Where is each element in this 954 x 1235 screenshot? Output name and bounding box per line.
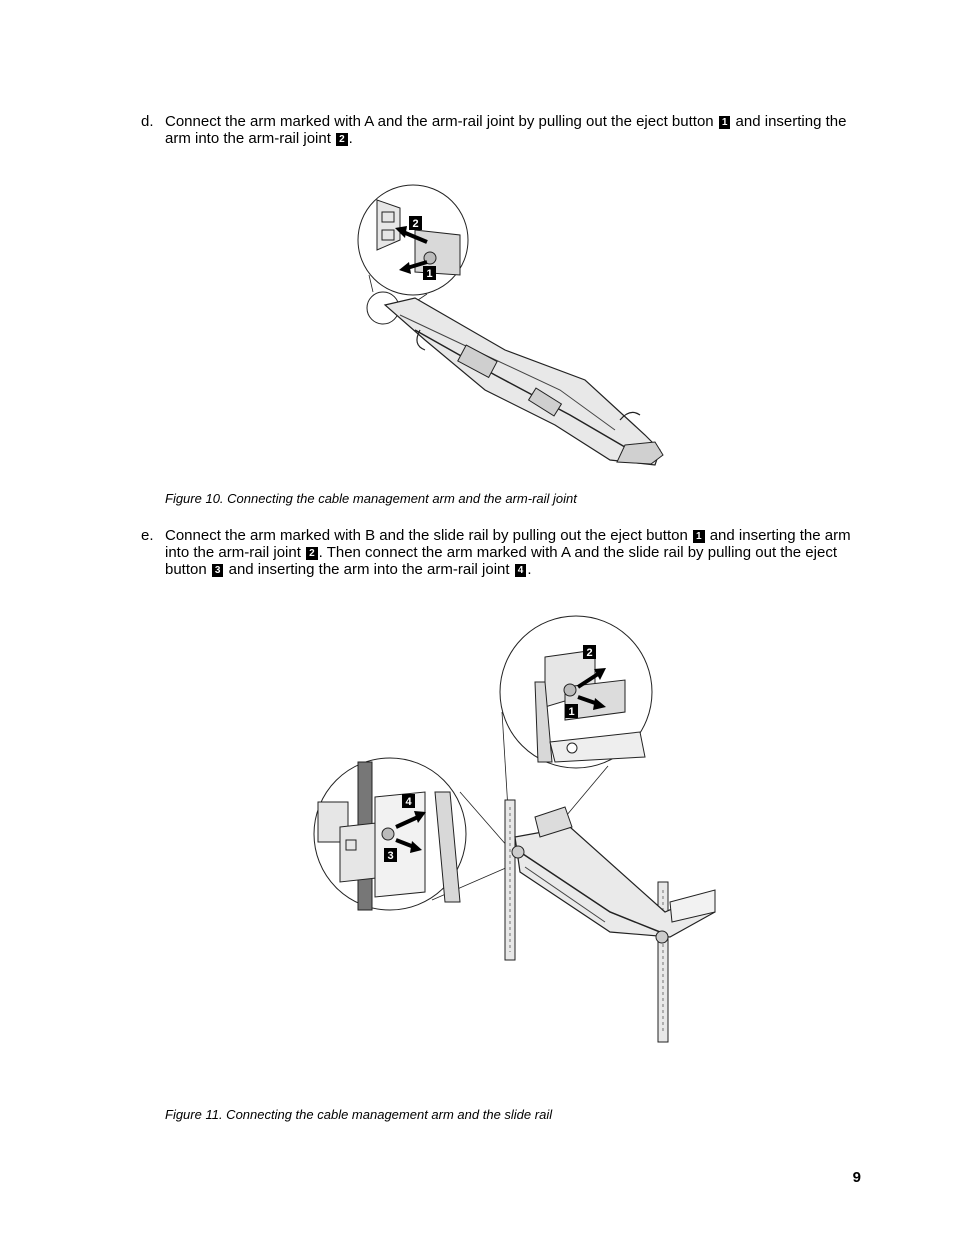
callout-badge: 4: [515, 564, 527, 577]
callout-badge: 3: [387, 850, 394, 862]
step-letter: e.: [141, 527, 154, 544]
callout-badge: 1: [426, 268, 433, 280]
figure-caption: Figure 10. Connecting the cable management arm and the arm-rail joint: [165, 491, 577, 506]
callout-badge: 1: [693, 530, 705, 543]
callout-badge: 2: [586, 647, 593, 659]
callout-badge: 2: [412, 218, 419, 230]
page-number: 9: [852, 1169, 861, 1186]
step-text: Connect the arm marked with A and the arm-rail joint by pulling out the eject button 1 and inserting the arm into the arm-rail joint 2 .: [165, 113, 847, 147]
figure-10-illustration: [355, 180, 675, 475]
callout-badge: 2: [306, 547, 318, 560]
callout-badge: 4: [405, 796, 412, 808]
figure-11-illustration: [310, 612, 720, 1047]
step-text: Connect the arm marked with B and the slide rail by pulling out the eject button 1 and inserting the arm into the arm-rail joint 2 . Then connect the arm marked with A and the slide rail by pulling out the eject button 3 and inserting the arm into the arm-rail joint 4 .: [165, 527, 851, 578]
callout-badge: 2: [336, 133, 348, 146]
callout-badge: 1: [719, 116, 731, 129]
callout-badge: 3: [212, 564, 224, 577]
step-letter: d.: [141, 113, 154, 130]
figure-caption: Figure 11. Connecting the cable management arm and the slide rail: [165, 1107, 553, 1122]
callout-badge: 1: [568, 706, 575, 718]
